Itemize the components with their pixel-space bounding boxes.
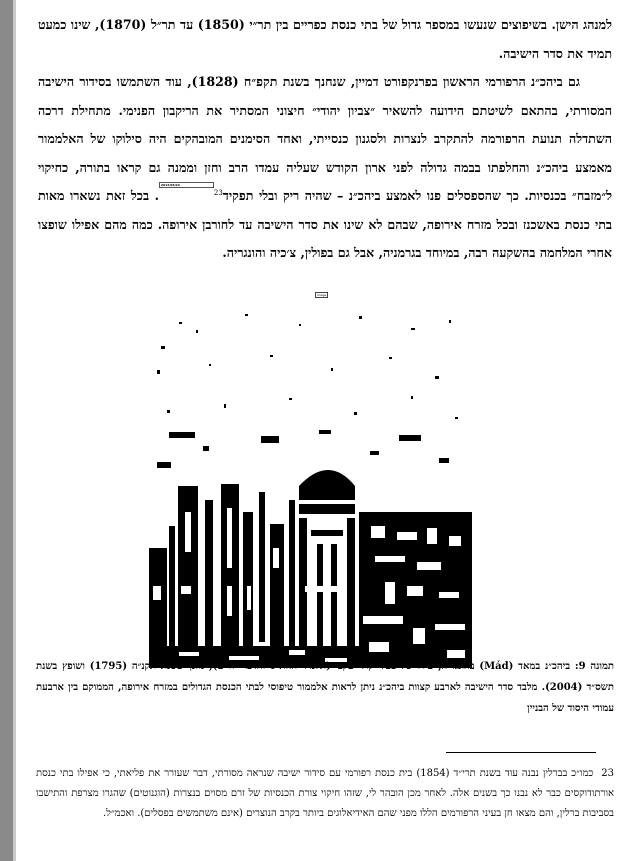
footnote [36, 764, 614, 824]
paragraph-1 [38, 11, 612, 68]
figure-caption: תמונה 9: ביהכ״נ במאד (Mád) בהונגריה, עירו של בעל ׳קול יעקב׳ (תלמיד החת״ס והדברי חיים), נחנך בשנת תקנ״ה (1795) ושופץ בשנת תשס״ד (2004). מלבד סדר הישיבה לארבע קצוות ביהכ״נ ניתן לראות אלממור טיפוסי לבתי הכנסת הגדולים במזרח אירופה, הממוקם בין ארבעת עמודי היסוד של הבניין [36, 661, 615, 714]
footnote-reference[interactable]: 23 [213, 188, 223, 197]
paragraph-2-text-b: . בכל זאת נשארו מאות בתי כנסת באשכנז ובכל מזרח אירופה, שבהם לא שינו את סדר הישיבה עד לחורבן אירופה. כמה מהם אפילו שופצו אחרי המלחמה בהשקעה רבה, במיוחד בגרמניה, אבל גם בפולין, צ׳כיה והונגריה. [38, 188, 612, 260]
synagogue-photo [149, 286, 472, 668]
paragraph-2-text-a: גם ביהכ״נ הרפורמי הראשון בפרנקפורט דמיין, שנחנך בשנת תקפ״ח (1828), עוד השתמשו בסידור הישיבה המסורתי, בהתאם לשיטתם הידועה להשאיר ״צביון יהודי״ חיצוני המסתיר את הריקבון הפנימי. מתחילת דרכה השתדלה תנועת הרפורמה להתקרב לנצרות ולסגנון כנסייתי, ואחד הסימנים המובהקים היה סילוקו של האלממור מאמצע ביהכ״נ והחלפתו בבמה גדולה לפני ארון הקודש שעליה עמדו הרב וחזן וממנה גם קראו בתורה, כחיקוי ל״מזבח״ בכנסיות. כך שהספסלים פנו לאמצע ביהכ״נ – שהיה ריק ובלי תפקיד [38, 74, 612, 203]
footnote-separator [446, 752, 596, 753]
body-text [38, 11, 612, 268]
paragraph-2 [38, 68, 612, 268]
page-edge-bar [0, 0, 13, 861]
paragraph-1-text: למנהג הישן. בשיפוצים שנעשו במספר גדול של בתי כנסת כפריים בין תר״י (1850) עד תר״ל (1870), שינו כמעט תמיד את סדר הישיבה. [38, 17, 612, 61]
margin-mark: 2012/06/22 [159, 182, 214, 188]
footnote-number: 23 [601, 768, 614, 779]
footnote-text: כמו״כ בברלין נבנה עוד בשנת תרי״ד (1854) בית כנסת רפורמי עם סידור ישיבה שנראה מסורתי, דבר שעורר את פליאתי, כי אפילו בתי כנסת אורתודוקסים כבר לא נבנו כך בשנים אלה. לאחר מכן הובהר לי, שזהו חיקוי צורת הכנסיות של זרם מסוים בנצרות (הוגנוטים) שהגרו מצרפת והתישבו בסביבות ברלין, והם מצאו חן בעיני הרפורמים הללו מפני שהם האידיאלוגים ביותר בקרב הנוצרים (אינם משתמשים בפסלים). ואכמ״ל. [36, 768, 614, 819]
document-page [16, 0, 618, 861]
figure-tag: image [317, 293, 327, 297]
